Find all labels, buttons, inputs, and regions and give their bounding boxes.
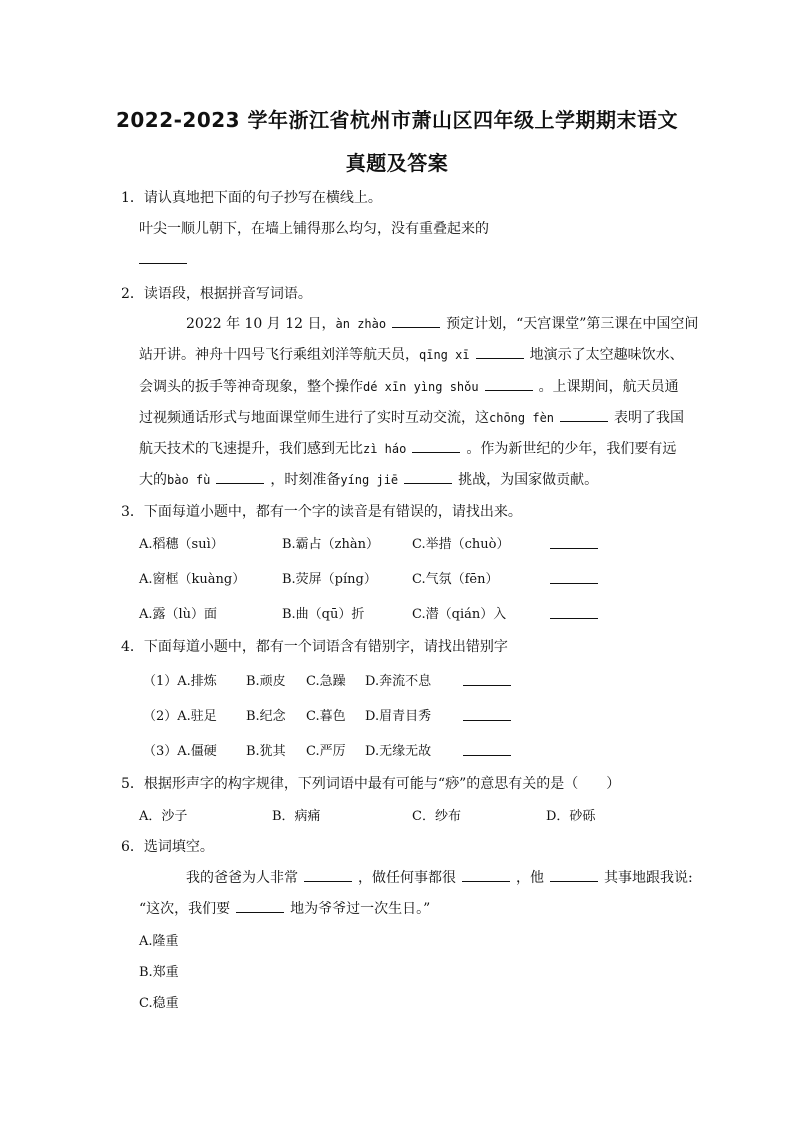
passage-text: 我的爸爸为人非常 [186, 870, 298, 886]
passage-text: “这次，我们要 [139, 901, 231, 917]
fill-blank[interactable] [476, 344, 524, 359]
fill-blank[interactable] [560, 407, 608, 422]
passage-text: 大的 [139, 472, 167, 488]
question-2-line-1 [186, 313, 698, 333]
question-2-line-3 [139, 376, 679, 396]
question-5-option-c[interactable]: C．纱布 [412, 809, 461, 824]
question-4-option[interactable]: （3）A.僵硬 [143, 744, 217, 759]
passage-text: 站开讲。神舟十四号飞行乘组刘洋等航天员， [139, 347, 419, 363]
question-3-option[interactable]: A.稻穗（suì） [139, 537, 224, 552]
document-title-line-1: 2022-2023 学年浙江省杭州市萧山区四年级上学期期末语文 [115, 108, 679, 132]
fill-blank[interactable] [404, 469, 452, 484]
question-3-answer-line[interactable] [550, 618, 598, 619]
question-3-stem: 3．下面每道小题中，都有一个字的读音是有错误的，请找出来。 [121, 504, 522, 520]
question-4-answer-line[interactable] [463, 755, 511, 756]
question-3-option[interactable]: B.曲（qū）折 [282, 607, 365, 622]
question-4-option[interactable]: C.严厉 [306, 744, 346, 759]
question-6-option-a[interactable]: A.隆重 [139, 934, 179, 949]
fill-blank[interactable] [304, 867, 352, 882]
question-5-option-b[interactable]: B．病痛 [272, 809, 321, 824]
question-2-line-4 [139, 407, 684, 427]
fill-blank[interactable] [550, 867, 598, 882]
question-3-option[interactable]: C.潜（qián）入 [412, 607, 507, 622]
question-2-line-6 [139, 469, 598, 489]
question-4-option[interactable]: C.暮色 [306, 709, 346, 724]
document-title-line-2: 真题及答案 [345, 151, 449, 175]
question-2-line-2 [139, 344, 684, 364]
passage-text: 地演示了太空趣味饮水、 [529, 347, 684, 363]
question-4-option[interactable]: B.顽皮 [246, 674, 286, 689]
question-1-stem: 1．请认真地把下面的句子抄写在横线上。 [121, 190, 382, 206]
fill-blank[interactable] [485, 376, 533, 391]
passage-text: 过视频通话形式与地面课堂师生进行了实时互动交流，这 [139, 410, 489, 426]
fill-blank[interactable] [412, 438, 460, 453]
question-6-option-c[interactable]: C.稳重 [139, 996, 179, 1011]
passage-text: 。上课期间，航天员通 [538, 379, 679, 395]
fill-blank[interactable] [392, 313, 440, 328]
question-4-option[interactable]: B.纪念 [246, 709, 286, 724]
passage-text: ，他 [516, 870, 544, 886]
question-3-option[interactable]: B.霸占（zhàn） [282, 537, 380, 552]
question-4-stem: 4．下面每道小题中，都有一个词语含有错别字，请找出错别字 [121, 639, 508, 655]
passage-text: ，做任何事都很 [358, 870, 456, 886]
pinyin-hint: chōng fèn [489, 411, 555, 425]
question-4-option[interactable]: （1）A.排炼 [143, 674, 217, 689]
pinyin-hint: àn zhào [335, 317, 387, 331]
pinyin-hint: bào fù [167, 473, 211, 487]
passage-text: 航天技术的飞速提升，我们感到无比 [139, 441, 363, 457]
question-3-option[interactable]: A.窗框（kuàng） [139, 572, 246, 587]
question-5-stem: 5．根据形声字的构字规律，下列词语中最有可能与“痧”的意思有关的是（ ） [121, 776, 621, 792]
question-4-option[interactable]: D.眉青目秀 [365, 709, 432, 724]
question-4-option[interactable]: D.奔流不息 [365, 674, 432, 689]
question-6-line-1 [186, 867, 693, 887]
fill-blank[interactable] [462, 867, 510, 882]
question-1-answer-line[interactable] [139, 263, 187, 264]
passage-text: 挑战，为国家做贡献。 [458, 472, 599, 488]
passage-text: 地为爷爷过一次生日。” [290, 901, 431, 917]
question-4-answer-line[interactable] [463, 685, 511, 686]
question-3-option[interactable]: B.荧屏（píng） [282, 572, 377, 587]
question-4-option[interactable]: C.急躁 [306, 674, 346, 689]
pinyin-hint: qīng xī [419, 348, 470, 362]
question-3-option[interactable]: A.露（lù）面 [139, 607, 218, 622]
pinyin-hint: dé xīn yìng shǒu [363, 380, 479, 394]
question-3-answer-line[interactable] [550, 583, 598, 584]
question-2-line-5 [139, 438, 676, 458]
fill-blank[interactable] [216, 469, 264, 484]
question-4-option[interactable]: （2）A.驻足 [143, 709, 217, 724]
question-3-answer-line[interactable] [550, 548, 598, 549]
passage-text: 表明了我国 [614, 410, 685, 426]
passage-text: 会调头的扳手等神奇现象，整个操作 [139, 379, 363, 395]
question-6-line-2 [139, 898, 430, 918]
question-2-stem: 2．读语段，根据拼音写词语。 [121, 286, 312, 302]
question-6-option-b[interactable]: B.郑重 [139, 965, 179, 980]
passage-text: 预定计划，“天宫课堂”第三课在中国空间 [446, 316, 699, 332]
question-6-stem: 6．选词填空。 [121, 839, 214, 855]
question-4-answer-line[interactable] [463, 720, 511, 721]
pinyin-hint: yíng jiē [340, 473, 399, 487]
question-5-option-a[interactable]: A．沙子 [139, 809, 188, 824]
pinyin-hint: zì háo [363, 442, 407, 456]
passage-text: ，时刻准备 [270, 472, 341, 488]
passage-text: 。作为新世纪的少年，我们要有远 [466, 441, 677, 457]
question-4-option[interactable]: B.犹其 [246, 744, 286, 759]
passage-text: 2022 年 10 月 12 日， [186, 316, 336, 332]
question-5-option-d[interactable]: D．砂砾 [546, 809, 596, 824]
question-3-option[interactable]: C.气氛（fēn） [412, 572, 499, 587]
passage-text: 其事地跟我说: [604, 870, 693, 886]
question-1-sentence: 叶尖一顺儿朝下，在墙上铺得那么均匀，没有重叠起来的 [139, 221, 489, 237]
fill-blank[interactable] [236, 898, 284, 913]
question-4-option[interactable]: D.无缘无故 [365, 744, 432, 759]
question-3-option[interactable]: C.举措（chuò） [412, 537, 510, 552]
